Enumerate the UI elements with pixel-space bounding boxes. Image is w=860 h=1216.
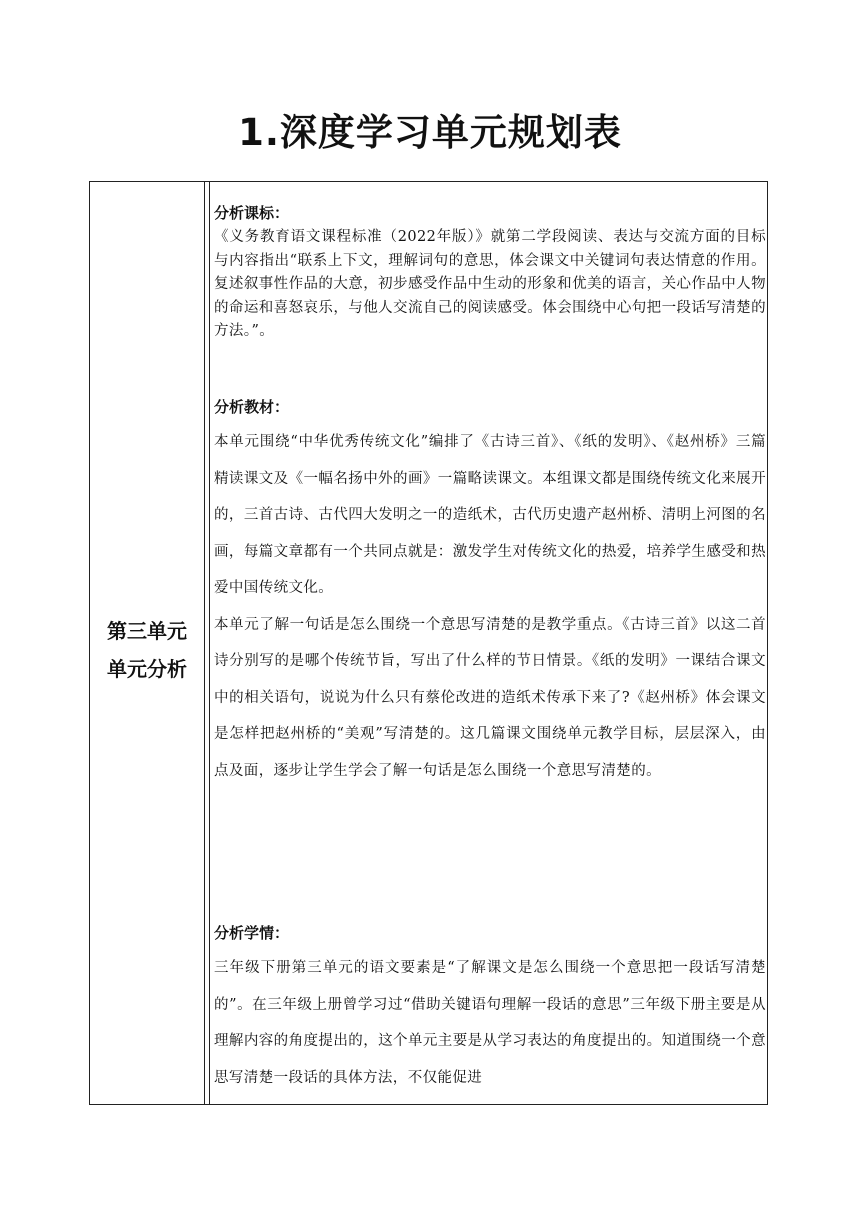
textbook-heading: 分析教材： <box>214 398 290 416</box>
unit-label-line2: 单元分析 <box>107 657 187 681</box>
textbook-paragraph-2: 本单元了解一句话是怎么围绕一个意思写清楚的是教学重点。《古诗三首》以这二首诗分别写的是哪个传统节旨，写出了什么样的节日情景。《纸的发明》一课结合课文中的相关语句，说说为什么只有蔡伦改进的造纸术传承下来了?《赵州桥》体会课文是怎样把赵州桥的“美观”写清楚的。这几篇课文围绕单元教学目标，层层深入，由点及面，逐步让学生学会了解一句话是怎么围绕一个意思写清楚的。 <box>214 616 766 779</box>
curriculum-text <box>214 226 766 344</box>
column-divider <box>204 182 210 1104</box>
students-text <box>214 950 766 1096</box>
textbook-paragraph-1: 本单元围绕“中华优秀传统文化”编排了《古诗三首》、《纸的发明》、《赵州桥》三篇精读课文及《一幅名扬中外的画》一篇略读课文。本组课文都是围绕传统文化来展开的，三首古诗、古代四大发明之一的造纸术，古代历史遗产赵州桥、清明上河图的名画，每篇文章都有一个共同点就是：激发学生对传统文化的热爱，培养学生感受和热爱中国传统文化。 <box>214 434 766 596</box>
unit-label-cell <box>90 612 204 688</box>
document-title: 1.深度学习单元规划表 <box>238 111 622 154</box>
unit-label-line1: 第三单元 <box>107 619 187 643</box>
unit-planning-table <box>89 181 768 1105</box>
students-heading: 分析学情： <box>214 924 290 942</box>
curriculum-paragraph: 《义务教育语文课程标准（2022年版）》就第二学段阅读、表达与交流方面的目标与内容指出“联系上下文，理解词句的意思，体会课文中关键词句表达情意的作用。复述叙事性作品的大意，初步感受作品中生动的形象和优美的语言，关心作品中人物的命运和喜怒哀乐，与他人交流自己的阅读感受。体会围绕中心句把一段话写清楚的方法。”。 <box>214 229 766 339</box>
curriculum-heading: 分析课标： <box>214 204 290 222</box>
analysis-content-cell <box>214 182 766 1104</box>
textbook-text <box>214 424 766 789</box>
students-paragraph: 三年级下册第三单元的语文要素是“了解课文是怎么围绕一个意思把一段话写清楚的”。在三年级上册曾学习过“借助关键语句理解一段话的意思”三年级下册主要是从理解内容的角度提出的，这个单元主要是从学习表达的角度提出的。知道围绕一个意思写清楚一段话的具体方法，不仅能促进 <box>214 960 766 1086</box>
